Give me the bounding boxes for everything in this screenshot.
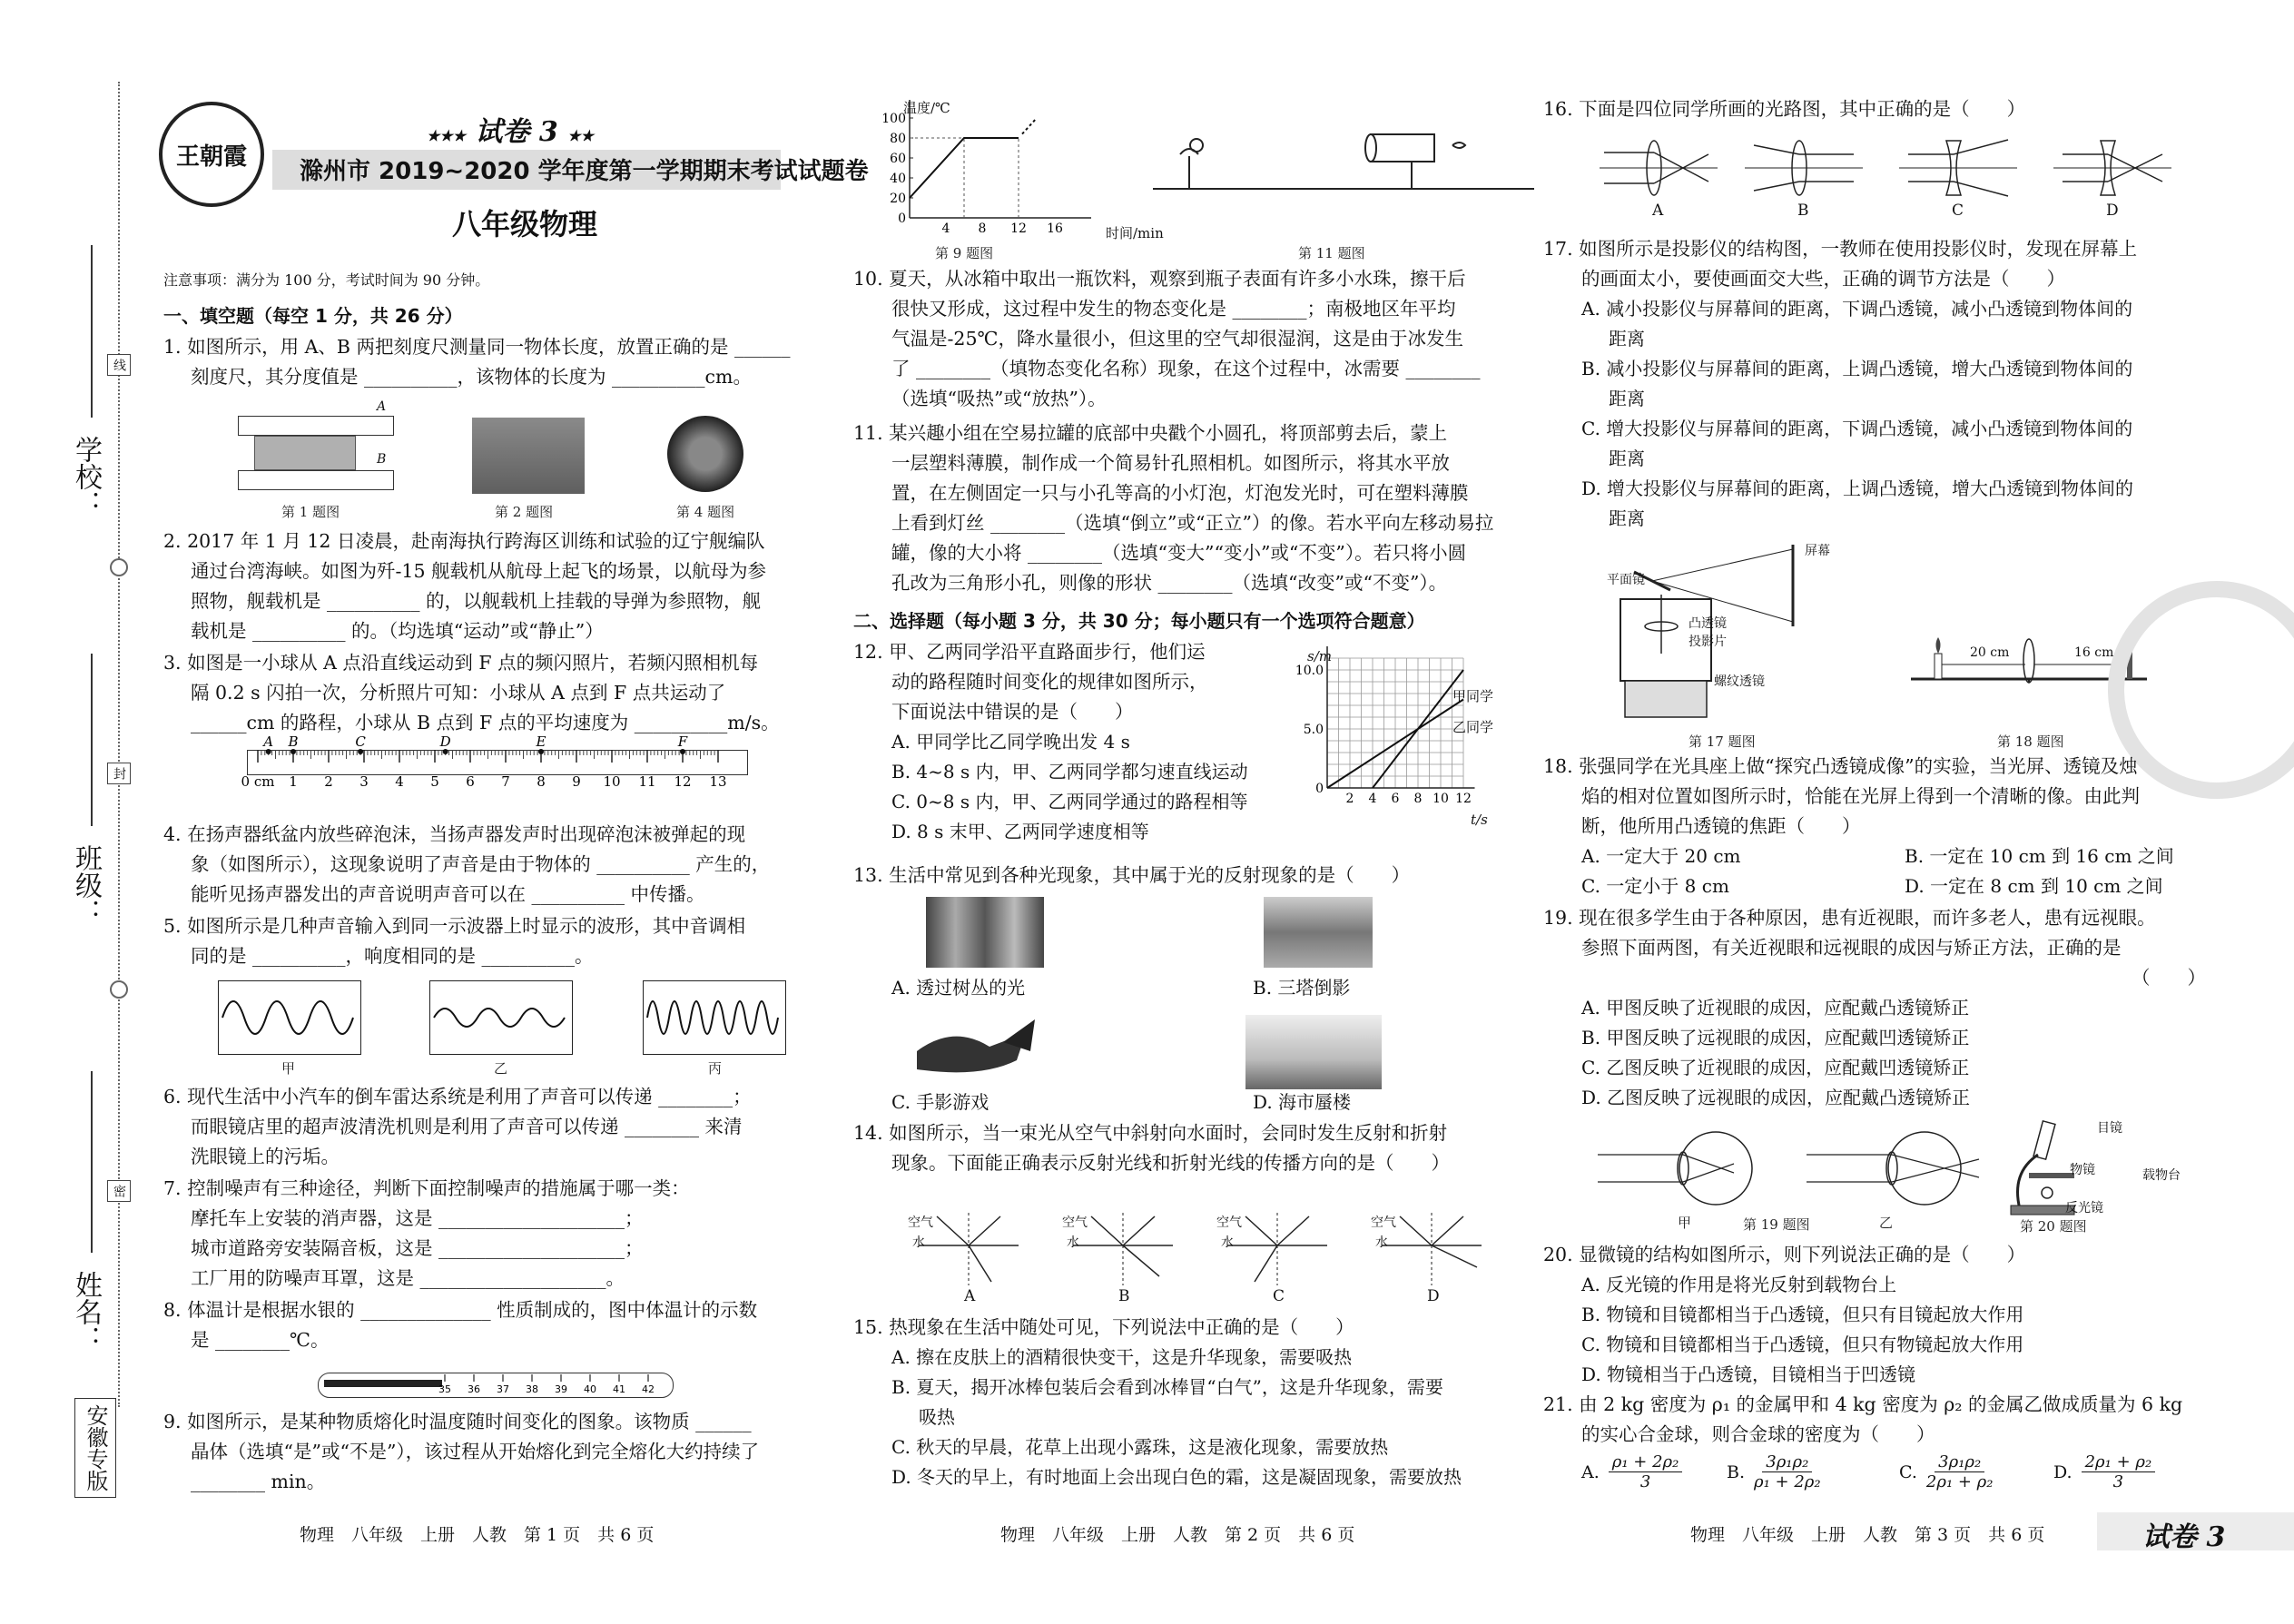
- ball-position-label: D: [439, 733, 451, 750]
- medium-label: 水: [912, 1235, 925, 1250]
- y-tick-label: 60: [890, 152, 906, 166]
- page-footer: 物理 八年级 上册 人教 第 3 页 共 6 页: [1690, 1525, 2045, 1545]
- option[interactable]: B. 甲图反映了远视眼的成因，应配戴凹透镜矫正: [1581, 1027, 1970, 1048]
- eye-diagram-jia: [1598, 1127, 1779, 1209]
- pinhole-setup: [1153, 118, 1534, 191]
- diagram-b: [1073, 1213, 1173, 1285]
- fraction: [1754, 1452, 1821, 1491]
- option[interactable]: C. 手影游戏: [891, 1091, 989, 1113]
- q-line: 很快又形成，这过程中发生的物态变化是 ________；南极地区年平均: [891, 298, 1456, 320]
- q-line: 20. 显微镜的结构如图所示，则下列说法正确的是（ ）: [1543, 1244, 2026, 1265]
- q-line: 动的路程随时间变化的规律如图所示，: [891, 671, 1208, 693]
- q-line: 的画面太小，要使画面交大些，正确的调节方法是（ ）: [1581, 268, 2065, 290]
- seal-mark: 封: [107, 763, 131, 784]
- region-badge: 安徽专版: [74, 1398, 116, 1498]
- wave-jia: [218, 980, 361, 1055]
- ruler-tick-label: 1: [289, 773, 298, 790]
- cut-line: [118, 82, 120, 1407]
- diagram-a: [919, 1213, 1019, 1285]
- melting-curve-tail: [1022, 118, 1037, 134]
- ruler-a: [238, 416, 394, 436]
- section-fill-blank: 一、填空题（每空 1 分，共 26 分）: [163, 305, 463, 327]
- line-label-jia: 甲同学: [1452, 688, 1494, 704]
- figure-caption: 第 1 题图: [281, 504, 340, 520]
- thermo-tick-label: 37: [497, 1383, 509, 1395]
- q-line: 8. 体温计是根据水银的 ______________ 性质制成的，图中体温计的示数: [163, 1299, 758, 1321]
- x-tick-label: 12: [1455, 792, 1472, 806]
- q-line: 19. 现在很多学生由于各种原因，患有近视眼，而许多老人，患有远视眼。: [1543, 907, 2156, 929]
- thermo-tick-label: 38: [526, 1383, 538, 1395]
- y-tick-label: 40: [890, 172, 906, 186]
- option[interactable]: [2053, 1452, 2155, 1491]
- q-line: 15. 热现象在生活中随处可见，下列说法中正确的是（ ）: [853, 1316, 1354, 1338]
- q-line: 象（如图所示），这现象说明了声音是由于物体的 __________ 产生的，: [191, 853, 771, 875]
- option[interactable]: B. 4~8 s 内，甲、乙两同学都匀速直线运动: [891, 761, 1248, 782]
- ruler-a-label: A: [377, 399, 387, 414]
- option[interactable]: C. 乙图反映了近视眼的成因，应配戴凹透镜矫正: [1581, 1057, 1970, 1078]
- option[interactable]: D. 冬天的早上，有时地面上会出现白色的霜，这是凝固现象，需要放热: [891, 1466, 1462, 1488]
- wave-yi: [429, 980, 573, 1055]
- wave-label: 丙: [708, 1060, 723, 1077]
- q-line: 断，他所用凸透镜的焦距（ ）: [1581, 815, 1861, 837]
- choice-a[interactable]: A: [964, 1287, 976, 1305]
- mercury-column: [324, 1380, 442, 1387]
- lens-diagram-b: [1745, 136, 1863, 200]
- thermo-tick-label: 40: [584, 1383, 596, 1395]
- option[interactable]: B. 物镜和目镜都相当于凸透镜，但只有目镜起放大作用: [1581, 1304, 2024, 1325]
- pagoda-photo: [1264, 897, 1373, 968]
- lens-diagram-d: [2053, 136, 2171, 200]
- q-line: 5. 如图所示是几种声音输入到同一示波器上时显示的波形，其中音调相: [163, 915, 746, 937]
- ruler-tick-label: 3: [359, 773, 369, 790]
- option[interactable]: B. 一定在 10 cm 到 16 cm 之间: [1905, 845, 2174, 867]
- ruler-tick-label: 10: [603, 773, 621, 790]
- q-line: 同的是 __________，响度相同的是 __________。: [191, 945, 594, 967]
- q-line: 18. 张强同学在光具座上做“探究凸透镜成像”的实验，当光屏、透镜及烛: [1543, 755, 2138, 777]
- q-line: 9. 如图所示，是某种物质熔化时温度随时间变化的图象。该物质 ______: [163, 1411, 752, 1432]
- figure-caption: 第 19 题图: [1743, 1216, 1810, 1233]
- choice-d[interactable]: D: [1427, 1287, 1440, 1305]
- q-line: 下面说法中错误的是（ ）: [891, 701, 1134, 723]
- option[interactable]: A. 甲图反映了近视眼的成因，应配戴凸透镜矫正: [1581, 997, 1970, 1019]
- option[interactable]: C. 秋天的早晨，花草上出现小露珠，这是液化现象，需要放热: [891, 1436, 1389, 1458]
- binding-hole: [110, 558, 128, 576]
- ball-position-label: C: [355, 733, 366, 750]
- ball-position-label: A: [263, 733, 274, 750]
- q-line: 11. 某兴趣小组在空易拉罐的底部中央戳个小圆孔，将顶部剪去后，蒙上: [853, 422, 1448, 444]
- seal-mark: 线: [107, 354, 131, 376]
- label-slide: 投影片: [1689, 635, 1727, 649]
- subject-title: 八年级物理: [452, 207, 598, 241]
- label-distance-1: 20 cm: [1970, 645, 2010, 660]
- q-line: 现象。下面能正确表示反射光线和折射光线的传播方向的是（ ）: [891, 1152, 1450, 1174]
- q-line: ________ min。: [191, 1471, 326, 1492]
- notice: 注意事项：满分为 100 分，考试时间为 90 分钟。: [163, 271, 490, 289]
- medium-label: 空气: [1371, 1216, 1396, 1230]
- lens-diagram-c: [1899, 136, 2017, 200]
- figure-caption: 第 4 题图: [676, 504, 735, 520]
- name-label: 姓名：: [70, 1271, 102, 1353]
- x-tick-label: 10: [1433, 792, 1449, 806]
- eye-label: 乙: [1879, 1215, 1894, 1231]
- lens-diagram-a: [1600, 136, 1718, 200]
- fraction: [2082, 1452, 2156, 1491]
- q-line: 刻度尺，其分度值是 __________，该物体的长度为 __________cm。: [191, 366, 752, 388]
- x-tick-label: 4: [1368, 792, 1377, 806]
- eye-label: 甲: [1678, 1215, 1692, 1231]
- y-axis-label: 温度/℃: [903, 100, 950, 116]
- q-line: 晶体（选填“是”或“不是”），该过程从开始熔化到完全熔化大约持续了: [191, 1441, 760, 1462]
- ruler-tick-label: 4: [395, 773, 404, 790]
- class-field[interactable]: [91, 654, 93, 826]
- numerator: ρ₁ + 2ρ₂: [1609, 1452, 1683, 1472]
- eye-diagram-yi: [1807, 1127, 1988, 1209]
- section-choice: 二、选择题（每小题 3 分，共 30 分；每小题只有一个选项符合题意）: [853, 610, 1425, 632]
- diagram-c: [1227, 1213, 1327, 1285]
- y-tick-label: 20: [890, 192, 906, 206]
- option[interactable]: [1581, 1452, 1682, 1491]
- label-eyepiece: 目镜: [2097, 1121, 2122, 1136]
- ball-position-label: E: [536, 733, 546, 750]
- denominator: 3: [1639, 1472, 1651, 1491]
- x-tick-label: 16: [1047, 221, 1063, 236]
- paper-tag-text: 试卷 3: [475, 116, 558, 148]
- ruler-tick-label: 6: [466, 773, 475, 790]
- q-line: 17. 如图所示是投影仪的结构图，一教师在使用投影仪时，发现在屏幕上: [1543, 238, 2138, 260]
- melting-graph: [871, 100, 1108, 236]
- y-axis-label: s/m: [1307, 648, 1332, 664]
- thermo-tick-label: 36: [468, 1383, 480, 1395]
- diagram-d: [1382, 1213, 1482, 1285]
- q-line: 上看到灯丝 ________（选填“倒立”或“正立”）的像。若水平向左移动易拉: [891, 512, 1494, 534]
- fraction: [1609, 1452, 1683, 1491]
- option[interactable]: B. 减小投影仪与屏幕间的距离，上调凸透镜，增大凸透镜到物体间的: [1581, 358, 2133, 379]
- option[interactable]: D. 物镜相当于凸透镜，目镜相当于凹透镜: [1581, 1363, 1916, 1385]
- school-field[interactable]: [91, 245, 93, 418]
- label-mirror: 平面镜: [1607, 573, 1645, 587]
- x-axis-label: t/s: [1471, 812, 1488, 828]
- numerator: 3ρ₁ρ₂: [1762, 1452, 1812, 1472]
- q-line: 7. 控制噪声有三种途径，判断下面控制噪声的措施属于哪一类：: [163, 1177, 690, 1199]
- q-line: 罐，像的大小将 ________（选填“变大”“变小”或“不变”）。若只将小圆: [891, 542, 1467, 564]
- q-line: 城市道路旁安装隔音板，这是 ____________________；: [191, 1237, 644, 1259]
- thermo-tick-label: 42: [642, 1383, 655, 1395]
- ruler-tick-label: 13: [709, 773, 727, 790]
- option-label: C.: [1899, 1462, 1917, 1482]
- x-tick-label: 2: [1345, 792, 1354, 806]
- option-continued: 距离: [1609, 507, 1645, 529]
- ruler-tick-label: 0 cm: [241, 773, 275, 790]
- wave-label: 甲: [281, 1060, 296, 1077]
- logo: [159, 102, 264, 207]
- class-label: 班级：: [70, 844, 102, 926]
- hand-shadow-photo: [917, 1015, 1044, 1089]
- measured-block: [254, 436, 356, 470]
- q-line: 载机是 __________ 的。（均选填“运动”或“静止”）: [191, 620, 604, 642]
- option[interactable]: C. 增大投影仪与屏幕间的距离，下调凸透镜，减小凸透镜到物体间的: [1581, 418, 2133, 439]
- x-tick-label: 12: [1010, 221, 1027, 236]
- denominator: ρ₁ + 2ρ₂: [1754, 1472, 1821, 1491]
- option[interactable]: [1899, 1452, 1993, 1491]
- thermometer-scale: [427, 1371, 699, 1398]
- question-13: 13. 生活中常见到各种光现象，其中属于光的反射现象的是（ ）: [853, 864, 1411, 886]
- figure-caption: 第 17 题图: [1689, 733, 1756, 750]
- label-objective: 物镜: [2070, 1163, 2095, 1177]
- ball-position-label: B: [288, 733, 299, 750]
- speaker-photo: [667, 416, 743, 492]
- q-line: 是 ________℃。: [191, 1329, 330, 1351]
- figure-caption: 第 11 题图: [1298, 245, 1365, 261]
- label-lens: 凸透镜: [1689, 616, 1727, 631]
- q-line: 10. 夏天，从冰箱中取出一瓶饮料，观察到瓶子表面有许多小水珠，擦干后: [853, 268, 1466, 290]
- option[interactable]: D. 8 s 末甲、乙两同学速度相等: [891, 821, 1149, 842]
- jet-photo: [472, 418, 585, 494]
- q-line: 2. 2017 年 1 月 12 日凌晨，赴南海执行跨海区训练和试验的辽宁舰编队: [163, 530, 765, 552]
- page-footer: 物理 八年级 上册 人教 第 1 页 共 6 页: [300, 1525, 655, 1545]
- q-line: 焰的相对位置如图所示时，恰能在光屏上得到一个清晰的像。由此判: [1581, 785, 2140, 807]
- x-tick-label: 6: [1391, 792, 1400, 806]
- figure-caption: 第 9 题图: [935, 245, 994, 261]
- option-label: A.: [1581, 1462, 1600, 1482]
- medium-label: 空气: [1216, 1216, 1242, 1230]
- y-tick-label: 80: [890, 132, 906, 146]
- option[interactable]: C. 物镜和目镜都相当于凸透镜，但只有物镜起放大作用: [1581, 1334, 2024, 1355]
- fraction: [1926, 1452, 1994, 1491]
- x-tick-label: 8: [1413, 792, 1423, 806]
- option[interactable]: D. 海市蜃楼: [1253, 1091, 1352, 1113]
- ruler-tick-label: 9: [572, 773, 581, 790]
- q-line: 了 ________（填物态变化名称）现象，在这个过程中，冰需要 ________: [891, 358, 1481, 379]
- q-line: （ ）: [2132, 967, 2206, 989]
- ball-position-label: F: [677, 733, 688, 750]
- q-line: （选填“吸热”或“放热”）。: [891, 388, 1107, 409]
- label-distance-2: 16 cm: [2074, 645, 2114, 660]
- ruler-tick-label: 12: [674, 773, 692, 790]
- choice-c[interactable]: C: [1952, 202, 1964, 220]
- numerator: 2ρ₁ + ρ₂: [2082, 1452, 2156, 1472]
- option-continued: 距离: [1609, 448, 1645, 469]
- q-line: 一层塑料薄膜，制作成一个简易针孔照相机。如图所示，将其水平放: [891, 452, 1450, 474]
- label-stage: 载物台: [2142, 1168, 2181, 1183]
- ruler-tick-label: 5: [430, 773, 439, 790]
- ruler-tick-label: 7: [501, 773, 510, 790]
- y-tick-label: 100: [881, 112, 906, 126]
- denominator: 2ρ₁ + ρ₂: [1925, 1472, 1994, 1491]
- option[interactable]: A. 甲同学比乙同学晚出发 4 s: [891, 731, 1130, 753]
- y-tick-label: 10.0: [1295, 664, 1324, 678]
- thermo-tick-label: 39: [555, 1383, 567, 1395]
- ruler-tick-label: 2: [324, 773, 333, 790]
- medium-label: 空气: [1062, 1216, 1088, 1230]
- q-line: 6. 现代生活中小汽车的倒车雷达系统是利用了声音可以传递 ________；: [163, 1086, 752, 1107]
- line-label-yi: 乙同学: [1452, 719, 1494, 735]
- choice-c[interactable]: C: [1273, 1287, 1285, 1305]
- choice-d[interactable]: D: [2106, 202, 2119, 220]
- q-line: 置，在左侧固定一只与小孔等高的小灯泡，灯泡发光时，可在塑料薄膜: [891, 482, 1469, 504]
- choice-a[interactable]: A: [1652, 202, 1664, 220]
- question-16: 16. 下面是四位同学所画的光路图，其中正确的是（ ）: [1543, 98, 2026, 120]
- q-line: 照物，舰载机是 __________ 的，以舰载机上挂载的导弹为参照物，舰: [191, 590, 762, 612]
- figure-caption: 第 20 题图: [2020, 1218, 2087, 1235]
- option-label: B.: [1727, 1462, 1746, 1482]
- option[interactable]: D. 一定在 8 cm 到 10 cm 之间: [1905, 875, 2163, 897]
- label-knob: 螺纹透镜: [1714, 674, 1765, 689]
- paper-tag: ★★★ 试卷 3 ★★: [427, 116, 594, 148]
- option-continued: 吸热: [919, 1406, 955, 1428]
- q-line: 气温是-25℃，降水量很小，但这里的空气却很湿润，这是由于冰发生: [891, 328, 1463, 349]
- ruler-tick-label: 8: [537, 773, 546, 790]
- ruler-marks: [241, 733, 755, 790]
- option[interactable]: A. 减小投影仪与屏幕间的距离，下调凸透镜，减小凸透镜到物体间的: [1581, 298, 2133, 320]
- q-line: ______cm 的路程，小球从 B 点到 F 点的平均速度为 __________m/s。: [191, 712, 780, 733]
- q-line: 的实心合金球，则合金球的密度为（ ）: [1581, 1423, 1935, 1445]
- footer-tag: 试卷 3: [2142, 1521, 2226, 1553]
- option[interactable]: B. 三塔倒影: [1253, 977, 1351, 999]
- figure-caption: 第 18 题图: [1997, 733, 2064, 750]
- q-line: 而眼镜店里的超声波清洗机则是利用了声音可以传递 ________ 来清: [191, 1116, 743, 1137]
- label-reflector: 反光镜: [2065, 1201, 2103, 1216]
- mirage-photo: [1245, 1015, 1382, 1089]
- q-line: 参照下面两图，有关近视眼和远视眼的成因与矫正方法，正确的是: [1581, 937, 2122, 959]
- medium-label: 水: [1067, 1235, 1079, 1250]
- q-line: 1. 如图所示，用 A、B 两把刻度尺测量同一物体长度，放置正确的是 ______: [163, 336, 791, 358]
- medium-label: 空气: [908, 1216, 933, 1230]
- q-line: 洗眼镜上的污垢。: [191, 1146, 340, 1167]
- option[interactable]: D. 增大投影仪与屏幕间的距离，上调凸透镜，增大凸透镜到物体间的: [1581, 477, 2134, 499]
- name-field[interactable]: [91, 1071, 93, 1253]
- q-line: 4. 在扬声器纸盆内放些碎泡沫，当扬声器发声时出现碎泡沫被弹起的现: [163, 823, 746, 845]
- logo-text: 王朝霞: [175, 143, 247, 171]
- q-line: 14. 如图所示，当一束光从空气中斜射向水面时，会同时发生反射和折射: [853, 1122, 1448, 1144]
- binding-hole: [110, 980, 128, 999]
- option[interactable]: C. 0~8 s 内，甲、乙两同学通过的路程相等: [891, 791, 1248, 812]
- exam-title: 滁州市 2019~2020 学年度第一学期期末考试试题卷: [300, 158, 869, 185]
- option[interactable]: A. 擦在皮肤上的酒精很快变干，这是升华现象，需要吸热: [891, 1346, 1353, 1368]
- option[interactable]: A. 透过树丛的光: [891, 977, 1026, 999]
- x-tick-label: 4: [941, 221, 950, 236]
- option[interactable]: [1727, 1452, 1821, 1491]
- thermo-tick-label: 41: [613, 1383, 625, 1395]
- figure-caption: 第 2 题图: [495, 504, 554, 520]
- label-screen: 屏幕: [1805, 544, 1830, 558]
- thermo-tick-label: 35: [438, 1383, 451, 1395]
- option-label: D.: [2053, 1462, 2072, 1482]
- option-continued: 距离: [1609, 388, 1645, 409]
- seal-mark: 密: [107, 1180, 131, 1202]
- q-line: 孔改为三角形小孔，则像的形状 ________（选填“改变”或“不变”）。: [891, 572, 1448, 594]
- y-tick-label: 0: [898, 212, 906, 226]
- x-tick-label: 8: [978, 221, 987, 236]
- page-footer: 物理 八年级 上册 人教 第 2 页 共 6 页: [1000, 1525, 1355, 1545]
- school-label: 学校：: [70, 436, 102, 517]
- y-tick-label: 5.0: [1303, 723, 1324, 737]
- q-line: 隔 0.2 s 闪拍一次，分析照片可知：小球从 A 点到 F 点共运动了: [191, 682, 726, 704]
- option[interactable]: C. 一定小于 8 cm: [1581, 875, 1729, 897]
- q-line: 3. 如图是一小球从 A 点沿直线运动到 F 点的频闪照片，若频闪照相机每: [163, 652, 759, 674]
- medium-label: 水: [1221, 1235, 1234, 1250]
- option[interactable]: D. 乙图反映了远视眼的成因，应配戴凸透镜矫正: [1581, 1087, 1971, 1108]
- option-continued: 距离: [1609, 328, 1645, 349]
- wave-bing: [643, 980, 786, 1055]
- q-line: 通过台湾海峡。如图为歼-15 舰载机从航母上起飞的场景，以航母为参: [191, 560, 767, 582]
- option[interactable]: A. 反光镜的作用是将光反射到载物台上: [1581, 1274, 1897, 1295]
- denominator: 3: [2112, 1472, 2124, 1491]
- option[interactable]: A. 一定大于 20 cm: [1581, 845, 1741, 867]
- option[interactable]: B. 夏天，揭开冰棒包装后会看到冰棒冒“白气”，这是升华现象，需要: [891, 1376, 1443, 1398]
- ruler-tick-label: 11: [638, 773, 656, 790]
- wave-label: 乙: [494, 1060, 508, 1077]
- x-axis-label: 时间/min: [1106, 225, 1164, 241]
- q-line: 12. 甲、乙两同学沿平直路面步行，他们运: [853, 641, 1206, 663]
- ruler-b-label: B: [377, 452, 387, 467]
- y-tick-label: 0: [1315, 782, 1324, 796]
- forest-photo: [926, 897, 1044, 968]
- q-line: 21. 由 2 kg 密度为 ρ₁ 的金属甲和 4 kg 密度为 ρ₂ 的金属乙做成质量为 6 kg: [1543, 1393, 2183, 1415]
- ruler-b: [238, 470, 394, 490]
- choice-b[interactable]: B: [1118, 1287, 1130, 1305]
- numerator: 3ρ₁ρ₂: [1935, 1452, 1984, 1472]
- choice-b[interactable]: B: [1797, 202, 1809, 220]
- q-line: 工厂用的防噪声耳罩，这是 ____________________。: [191, 1267, 625, 1289]
- q-line: 能听见扬声器发出的声音说明声音可以在 __________ 中传播。: [191, 883, 705, 905]
- q-line: 摩托车上安装的消声器，这是 ____________________；: [191, 1207, 644, 1229]
- medium-label: 水: [1375, 1235, 1388, 1250]
